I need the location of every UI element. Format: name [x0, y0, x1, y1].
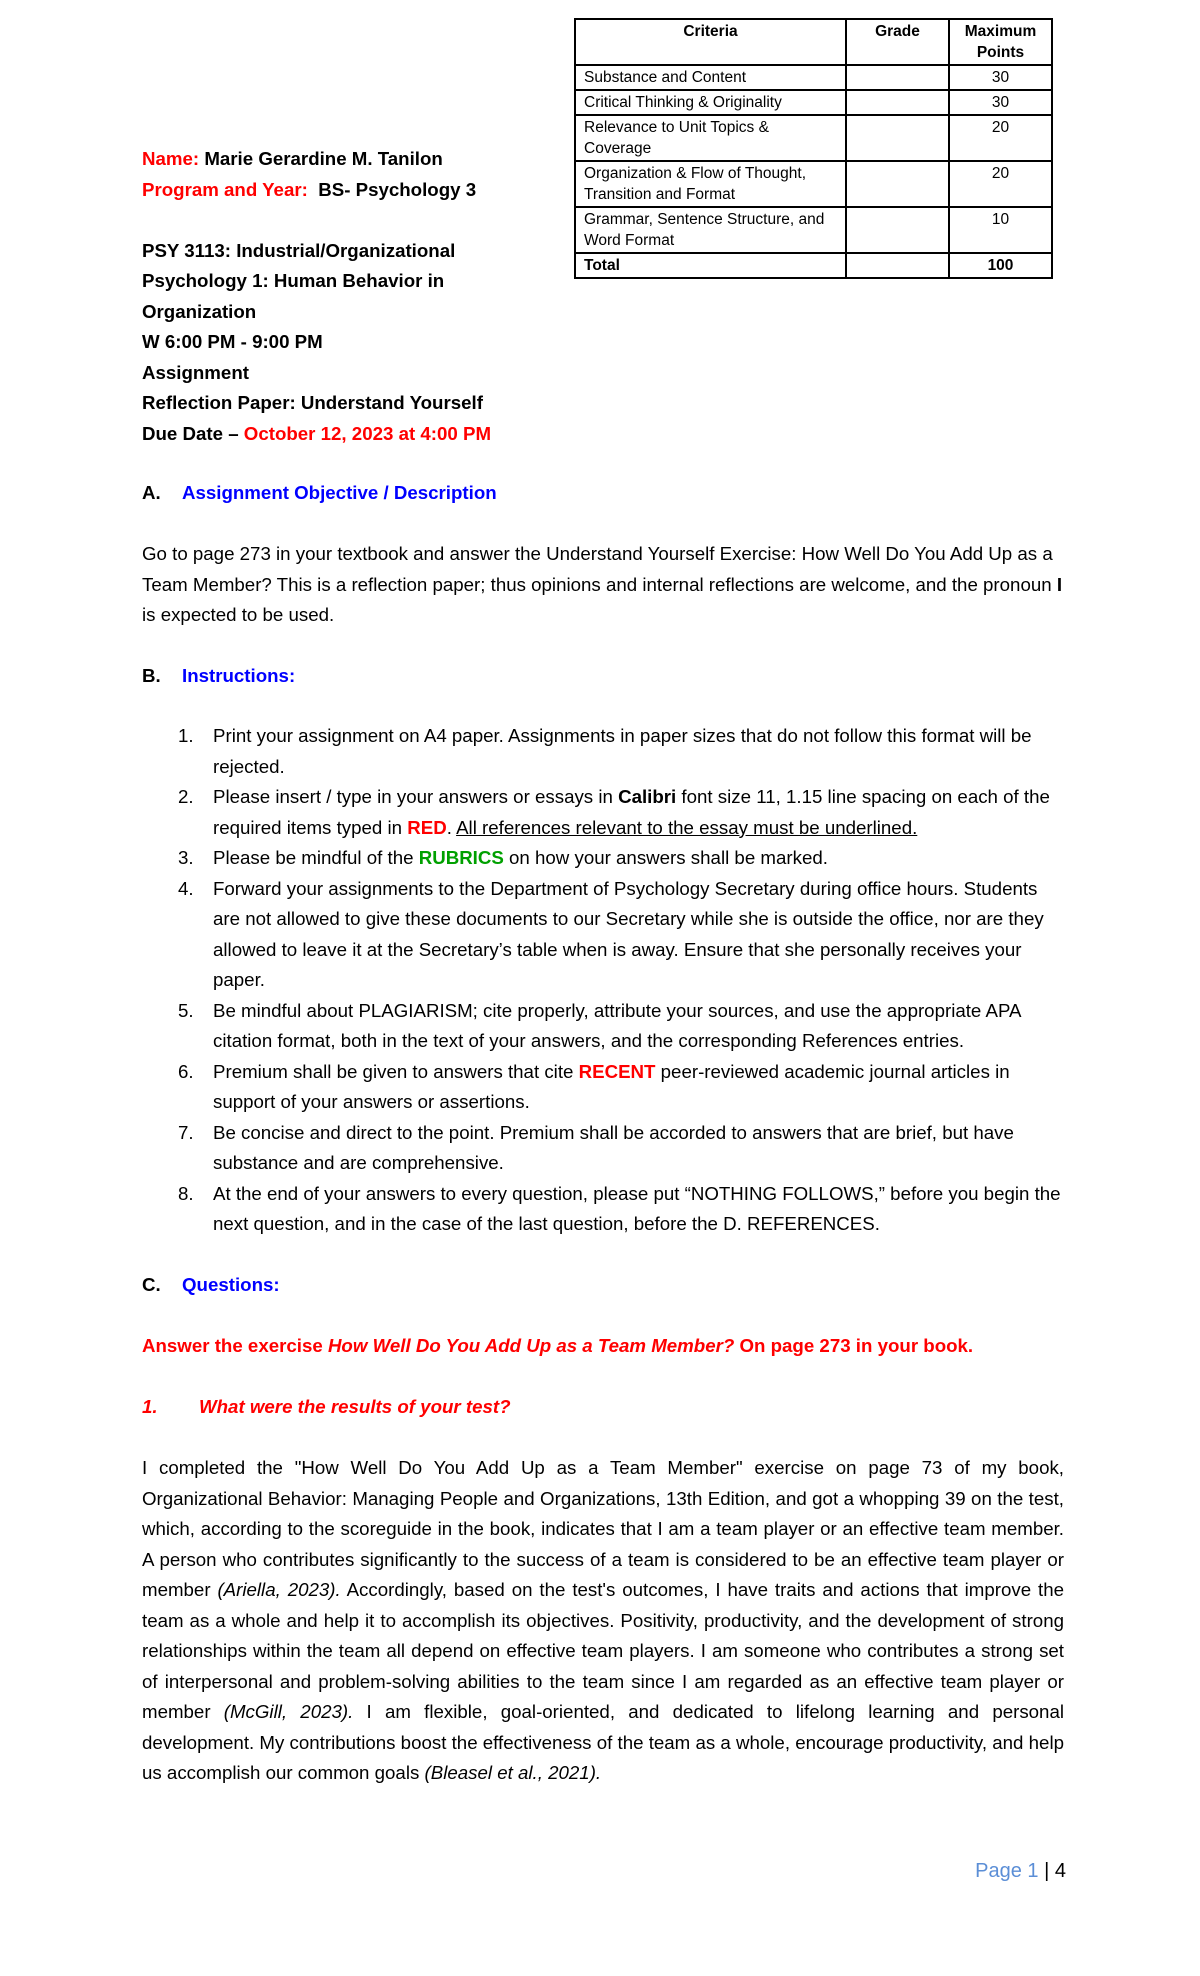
exercise-title: How Well Do You Add Up as a Team Member?: [327, 1335, 735, 1356]
rubric-row: [575, 115, 1052, 161]
section-a-heading: [142, 478, 497, 509]
rubric-row: [575, 207, 1052, 253]
list-item: 7. Be concise and direct to the point. Premium shall be accorded to answers that are brief, but have substance and are comprehensive.: [178, 1121, 1014, 1173]
underlined-note: All references relevant to the essay must be underlined.: [456, 816, 918, 838]
red-keyword: RED: [407, 816, 447, 838]
assignment-title: Reflection Paper: Understand Yourself: [142, 392, 483, 413]
name-label: Name:: [142, 148, 200, 169]
rubric-max-cell: 20: [949, 161, 1052, 207]
section-a-title: Assignment Objective / Description: [182, 482, 497, 503]
list-item: 3. Please be mindful of the RUBRICS on how your answers shall be marked.: [178, 847, 828, 868]
list-item: 6. Premium shall be given to answers that cite RECENT peer-reviewed academic journal articles in support of your answers or assertions.: [178, 1060, 1010, 1112]
rubric-total-row: [575, 253, 1052, 278]
rubric-row: [575, 65, 1052, 90]
section-a-description: Go to page 273 in your textbook and answer the Understand Yourself Exercise: How Well Do You Add Up as a Team Member? This is a reflection paper; thus opinions and internal reflections are welcome, and the pronoun I is expected to be used.: [142, 543, 1063, 625]
course-line: Organization: [142, 300, 257, 322]
section-b-title: Instructions:: [182, 665, 296, 686]
rubrics-keyword: RUBRICS: [418, 847, 504, 868]
section-c-heading: [142, 1270, 280, 1301]
rubric-grade-cell: [846, 115, 949, 161]
rubric-max-cell: 30: [949, 90, 1052, 115]
due-value: October 12, 2023 at 4:00 PM: [243, 422, 492, 444]
pronoun-i: I: [1056, 573, 1063, 595]
rubric-criteria-cell: Grammar, Sentence Structure, and Word Format: [575, 207, 846, 253]
course-line: Psychology 1: Human Behavior in: [142, 270, 445, 291]
question-1: [142, 1392, 511, 1423]
rubric-row: [575, 161, 1052, 207]
rubric-grade-cell: [846, 161, 949, 207]
citation: (Bleasel et al., 2021).: [424, 1762, 602, 1783]
list-item: 4. Forward your assignments to the Department of Psychology Secretary during office hours. Students are not allowed to give these documents to our Secretary while she is outside the office, nor are they allowed to leave it at the Secretary’s table when is away. Ensure that she personally receives your paper.: [178, 877, 1044, 990]
answer-paragraph: I completed the "How Well Do You Add Up as a Team Member" exercise on page 73 of my book, Organizational Behavior: Managing People and Organizations, 13th Edition, and got a whopping 39 on the test, which, according to the scoreguide in the book, indicates that I am a team player or an effective team member. A person who contributes significantly to the success of a team is considered to be an effective team player or member (Ariella, 2023). Accordingly, based on the test's outcomes, I have traits and actions that improve the team as a whole and help it to accomplish its objectives. Positivity, productivity, and the development of strong relationships within the team all depend on effective team players. I am someone who contributes a strong set of interpersonal and problem-solving abilities to the team since I am regarded as an effective team player or member (McGill, 2023). I am flexible, goal-oriented, and dedicated to lifelong learning and personal development. My contributions boost the effectiveness of the team as a whole, encourage productivity, and help us accomplish our common goals (Bleasel et al., 2021).: [142, 1457, 1064, 1783]
question-number: 1.: [142, 1396, 158, 1417]
question-text: What were the results of your test?: [199, 1396, 511, 1417]
section-c-letter: C.: [142, 1274, 161, 1295]
list-item: 1. Print your assignment on A4 paper. Assignments in paper sizes that do not follow this format will be rejected.: [178, 725, 1032, 777]
section-a-letter: A.: [142, 482, 161, 503]
rubric-total-max: 100: [949, 253, 1052, 278]
page-number-label: Page 1: [975, 1860, 1039, 1882]
rubric-header-row: [575, 19, 1052, 65]
section-c-title: Questions:: [182, 1274, 280, 1295]
font-name: Calibri: [618, 786, 677, 807]
rubric-total-label: Total: [575, 253, 846, 278]
rubric-max-cell: 10: [949, 207, 1052, 253]
page-footer: [975, 1860, 1066, 1883]
course-line: PSY 3113: Industrial/Organizational: [142, 239, 456, 261]
rubric-max-cell: 30: [949, 65, 1052, 90]
blank-line: [142, 205, 542, 236]
page-total: 4: [1054, 1860, 1066, 1882]
citation: (McGill, 2023).: [223, 1701, 354, 1722]
rubric-grade-cell: [846, 65, 949, 90]
rubric-header-max: Maximum Points: [949, 19, 1052, 65]
section-b-heading: [142, 661, 295, 692]
program-label: Program and Year:: [142, 178, 308, 200]
citation: (Ariella, 2023).: [217, 1579, 341, 1600]
name-line: [142, 144, 542, 175]
exercise-instruction: Answer the exercise How Well Do You Add Up as a Team Member? On page 273 in your book.: [142, 1335, 974, 1356]
name-value: Marie Gerardine M. Tanilon: [204, 148, 443, 169]
rubric-header-grade: Grade: [846, 19, 949, 65]
rubric-total-grade: [846, 253, 949, 278]
schedule-line: W 6:00 PM - 9:00 PM: [142, 331, 323, 352]
rubric-criteria-cell: Organization & Flow of Thought, Transition and Format: [575, 161, 846, 207]
program-line: [142, 175, 542, 206]
rubric-criteria-cell: Critical Thinking & Originality: [575, 90, 846, 115]
list-item: 5. Be mindful about PLAGIARISM; cite properly, attribute your sources, and use the appropriate APA citation format, both in the text of your answers, and the corresponding References entries.: [178, 999, 1021, 1051]
rubric-grade-cell: [846, 207, 949, 253]
program-value: BS- Psychology 3: [318, 178, 477, 200]
rubric-grade-cell: [846, 90, 949, 115]
instructions-list: [142, 721, 1064, 1240]
due-label: Due Date –: [142, 422, 239, 444]
list-item: 2. Please insert / type in your answers or essays in Calibri font size 11, 1.15 line spacing on each of the required items typed in RED. All references relevant to the essay must be underlined.: [178, 786, 1050, 838]
due-date-line: [142, 419, 542, 450]
rubric-criteria-cell: Relevance to Unit Topics & Coverage: [575, 115, 846, 161]
rubric-max-cell: 20: [949, 115, 1052, 161]
rubric-table: [574, 18, 1053, 279]
rubric-criteria-cell: Substance and Content: [575, 65, 846, 90]
recent-keyword: RECENT: [578, 1060, 656, 1082]
list-item: 8. At the end of your answers to every question, please put “NOTHING FOLLOWS,” before you begin the next question, and in the case of the last question, before the D. REFERENCES.: [178, 1182, 1061, 1234]
assignment-type: Assignment: [142, 361, 249, 383]
rubric-header-criteria: Criteria: [575, 19, 846, 65]
rubric-row: [575, 90, 1052, 115]
section-b-letter: B.: [142, 665, 161, 686]
student-header: [142, 144, 542, 449]
page-separator: |: [1044, 1860, 1050, 1882]
